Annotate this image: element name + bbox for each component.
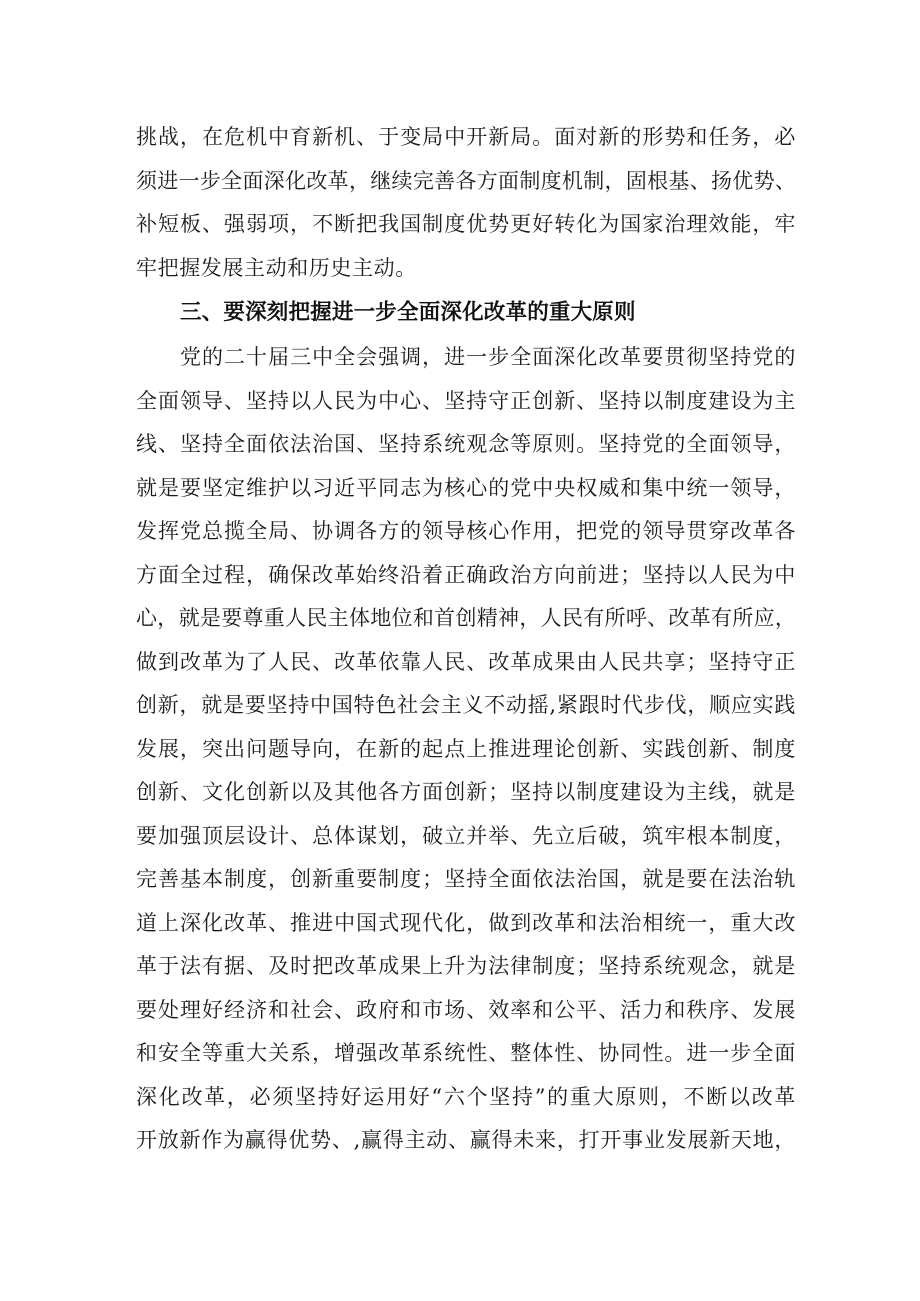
section-heading: 三、要深刻把握进一步全面深化改革的重大原则 bbox=[180, 300, 636, 325]
text-line: 要处理好经济和社会、政府和市场、效率和公平、活力和秩序、发展 bbox=[136, 997, 796, 1022]
text-line: 做到改革为了人民、改革依靠人民、改革成果由人民共享；坚持守正 bbox=[136, 649, 796, 674]
text-line: 发挥党总揽全局、协调各方的领导核心作用，把党的领导贯穿改革各 bbox=[136, 519, 796, 543]
text-line: 革于法有据、及时把改革成果上升为法律制度；坚持系统观念，就是 bbox=[136, 954, 796, 978]
text-line: 党的二十届三中全会强调，进一步全面深化改革要贯彻坚持党的 bbox=[180, 345, 796, 369]
text-line: 方面全过程，确保改革始终沿着正确政治方向前进；坚持以人民为中 bbox=[136, 562, 796, 587]
text-line: 挑战，在危机中育新机、于变局中开新局。面对新的形势和任务，必 bbox=[136, 125, 796, 149]
text-line: 牢把握发展主动和历史主动。 bbox=[136, 255, 417, 280]
document-body bbox=[136, 116, 796, 1163]
text-line: 全面领导、坚持以人民为中心、坚持守正创新、坚持以制度建设为主 bbox=[136, 388, 796, 413]
text-line: 完善基本制度，创新重要制度；坚持全面依法治国，就是要在法治轨 bbox=[136, 867, 796, 891]
text-line: 线、坚持全面依法治国、坚持系统观念等原则。坚持党的全面领导， bbox=[136, 432, 796, 456]
text-line: 就是要坚定维护以习近平同志为核心的党中央权威和集中统一领导， bbox=[136, 475, 796, 500]
paragraph-principles bbox=[136, 336, 796, 1163]
text-line: 开放新作为赢得优势、,赢得主动、赢得未来，打开事业发展新天地， bbox=[136, 1128, 796, 1152]
text-line: 心，就是要尊重人民主体地位和首创精神，人民有所呼、改革有所应， bbox=[136, 606, 796, 630]
paragraph-continued bbox=[136, 116, 796, 290]
text-line: 要加强顶层设计、总体谋划，破立并举、先立后破，筑牢根本制度， bbox=[136, 823, 796, 848]
text-line: 创新，就是要坚持中国特色社会主义不动摇,紧跟时代步伐，顺应实践 bbox=[136, 693, 796, 717]
text-line: 深化改革，必须坚持好运用好“六个坚持”的重大原则，不断以改革 bbox=[136, 1084, 796, 1109]
text-line: 须进一步全面深化改革，继续完善各方面制度机制，固根基、扬优势、 bbox=[136, 168, 796, 193]
text-line: 发展，突出问题导向，在新的起点上推进理论创新、实践创新、制度 bbox=[136, 736, 796, 761]
text-line: 补短板、强弱项，不断把我国制度优势更好转化为国家治理效能，牢 bbox=[136, 212, 796, 236]
text-line: 道上深化改革、推进中国式现代化，做到改革和法治相统一，重大改 bbox=[136, 910, 796, 935]
text-line: 创新、文化创新以及其他各方面创新；坚持以制度建设为主线，就是 bbox=[136, 780, 796, 804]
text-line: 和安全等重大关系，增强改革系统性、整体性、协同性。进一步全面 bbox=[136, 1041, 796, 1065]
